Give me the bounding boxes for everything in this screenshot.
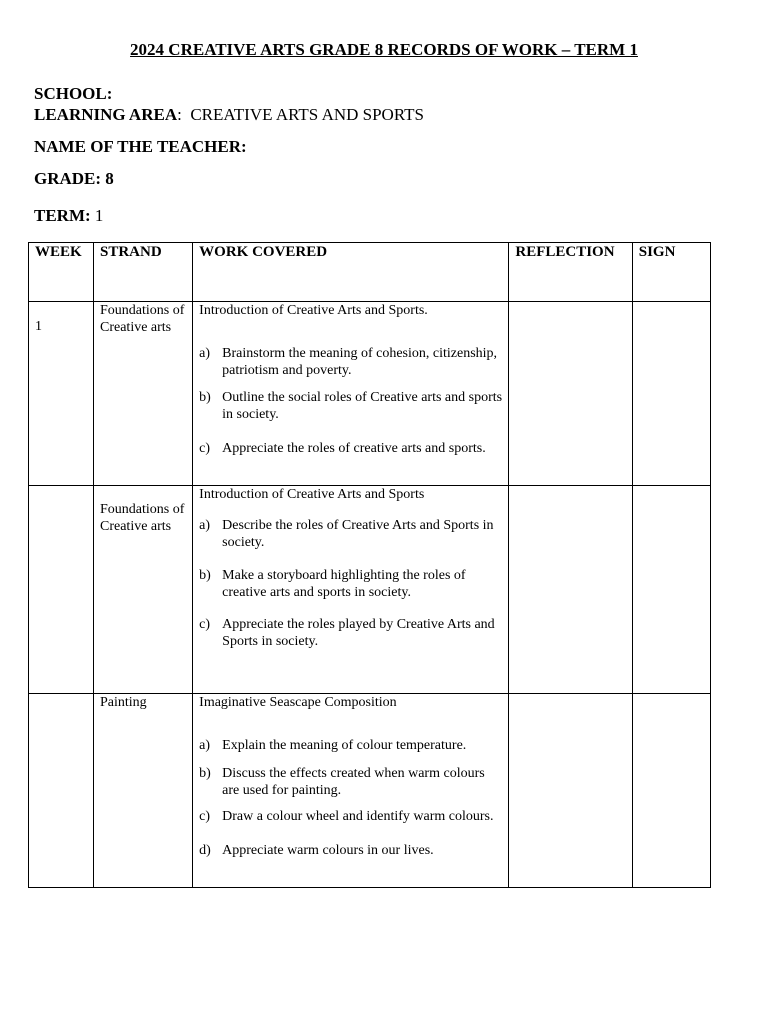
item-text: Explain the meaning of colour temperature. (222, 738, 467, 753)
learning-area-field: LEARNING AREA: CREATIVE ARTS AND SPORTS (34, 105, 424, 124)
objectives-list (199, 517, 502, 650)
item-text: Discuss the effects created when warm colours are used for painting. (222, 766, 485, 798)
grade-field (34, 169, 114, 189)
item-text: Appreciate the roles played by Creative Arts and Sports in society. (222, 617, 495, 649)
item-text: Describe the roles of Creative Arts and Sports in society. (222, 518, 494, 550)
school-field (34, 84, 112, 104)
term-value: 1 (94, 206, 104, 225)
col-header-week: WEEK (29, 243, 94, 302)
lesson-title: Introduction of Creative Arts and Sports. (199, 303, 428, 318)
lesson-title: Introduction of Creative Arts and Sports (199, 487, 425, 502)
item-label: b) (199, 568, 211, 583)
week-cell (29, 694, 94, 888)
list-item (199, 567, 502, 601)
strand-cell (94, 486, 193, 694)
sign-cell[interactable] (632, 302, 710, 486)
item-label: b) (199, 390, 211, 405)
teacher-field (34, 137, 247, 157)
lesson-title: Imaginative Seascape Composition (199, 695, 397, 710)
records-table (28, 242, 711, 888)
sign-cell[interactable] (632, 694, 710, 888)
strand-text: Painting (100, 695, 147, 710)
week-cell (29, 486, 94, 694)
work-covered-cell (193, 302, 509, 486)
item-text: Make a storyboard highlighting the roles of creative arts and sports in society. (222, 568, 466, 600)
item-label: a) (199, 518, 211, 533)
week-number: 1 (35, 319, 42, 334)
item-label: b) (199, 766, 211, 781)
strand-text: Foundations of Creative arts (100, 502, 185, 534)
work-covered-cell (193, 694, 509, 888)
item-label: a) (199, 738, 211, 753)
list-item (199, 616, 502, 650)
learning-area-label: LEARNING AREA (34, 105, 178, 124)
list-item (199, 440, 502, 457)
objectives-list (199, 737, 502, 859)
col-header-work-covered: WORK COVERED (193, 243, 509, 302)
strand-text: Foundations of Creative arts (100, 303, 185, 335)
learning-area-value: CREATIVE ARTS AND SPORTS (190, 105, 424, 124)
list-item (199, 517, 502, 551)
term-field (34, 206, 103, 226)
teacher-label: NAME OF THE TEACHER: (34, 137, 247, 156)
objectives-list (199, 345, 502, 457)
item-label: d) (199, 843, 211, 858)
table-row (29, 302, 711, 486)
table-row (29, 694, 711, 888)
table-row (29, 486, 711, 694)
sign-cell[interactable] (632, 486, 710, 694)
reflection-cell[interactable] (509, 302, 632, 486)
item-text: Outline the social roles of Creative arts and sports in society. (222, 390, 503, 422)
page-title: 2024 CREATIVE ARTS GRADE 8 RECORDS OF WORK – TERM 1 (130, 40, 638, 59)
table-header-row (29, 243, 711, 302)
col-header-strand: STRAND (94, 243, 193, 302)
term-label: TERM: (34, 206, 91, 225)
item-text: Appreciate warm colours in our lives. (222, 843, 434, 858)
list-item (199, 808, 502, 825)
school-label: SCHOOL: (34, 84, 113, 103)
item-label: c) (199, 809, 211, 824)
week-cell (29, 302, 94, 486)
reflection-cell[interactable] (509, 694, 632, 888)
strand-cell (94, 694, 193, 888)
item-label: c) (199, 441, 211, 456)
grade-label: GRADE: 8 (34, 169, 114, 188)
item-label: a) (199, 346, 211, 361)
list-item (199, 737, 502, 754)
item-label: c) (199, 617, 211, 632)
col-header-reflection: REFLECTION (509, 243, 632, 302)
item-text: Appreciate the roles of creative arts and sports. (222, 441, 486, 456)
reflection-cell[interactable] (509, 486, 632, 694)
list-item (199, 842, 502, 859)
item-text: Draw a colour wheel and identify warm colours. (222, 809, 494, 824)
list-item (199, 765, 502, 799)
list-item (199, 345, 502, 379)
col-header-sign: SIGN (632, 243, 710, 302)
strand-cell (94, 302, 193, 486)
list-item (199, 389, 502, 423)
item-text: Brainstorm the meaning of cohesion, citizenship, patriotism and poverty. (222, 346, 498, 378)
work-covered-cell (193, 486, 509, 694)
